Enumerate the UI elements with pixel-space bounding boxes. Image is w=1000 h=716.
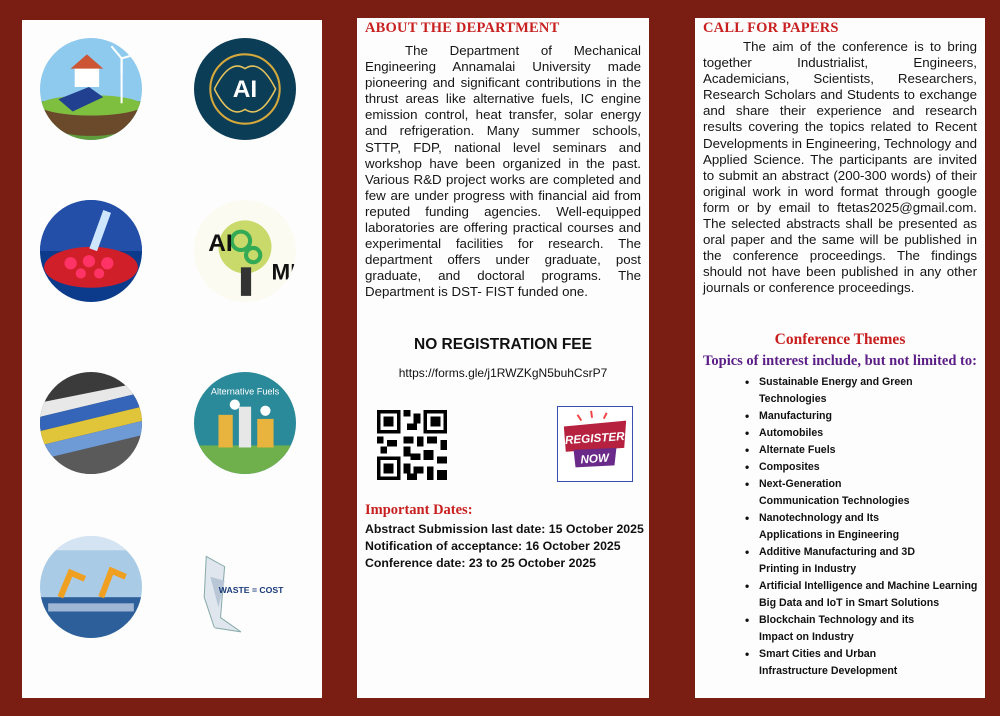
qr-code-icon[interactable]	[377, 410, 447, 480]
waste-cost-image	[194, 536, 296, 638]
ai-letters: AI	[232, 76, 258, 104]
list-item: • Next-Generation Communication Technologies	[747, 476, 979, 510]
call-for-papers-panel	[695, 18, 985, 698]
list-item: • Smart Cities and Urban Infrastructure Development	[747, 646, 979, 680]
list-item: • Manufacturing	[747, 408, 979, 425]
lab-flask-image	[40, 200, 142, 302]
list-item: • Artificial Intelligence and Machine Learning Big Data and IoT in Smart Solutions	[747, 578, 979, 612]
list-item: • Additive Manufacturing and 3D Printing in Industry	[747, 544, 979, 578]
important-dates-heading: Important Dates:	[365, 502, 473, 518]
topics-list	[747, 374, 979, 680]
date-notification: Notification of acceptance: 16 October 2025	[365, 539, 621, 553]
waste-cost-label: WASTE = COST	[218, 585, 284, 596]
about-heading: ABOUT THE DEPARTMENT	[365, 20, 560, 36]
list-item: • Composites	[747, 459, 979, 476]
registration-fee-text: NO REGISTRATION FEE	[414, 336, 592, 353]
themes-heading: Conference Themes	[774, 331, 906, 348]
ai-ml-image	[194, 200, 296, 302]
ai-ml-left-text: AI	[208, 230, 233, 257]
register-now-button[interactable]	[557, 406, 633, 482]
list-item: • Nanotechnology and Its Applications in Engineering	[747, 510, 979, 544]
ai-ml-right-text: MI	[271, 259, 296, 285]
image-panel	[22, 20, 322, 698]
date-conference: Conference date: 23 to 25 October 2025	[365, 556, 596, 570]
list-item: • Alternate Fuels	[747, 442, 979, 459]
date-abstract-submission: Abstract Submission last date: 15 October 2025	[365, 522, 644, 536]
register-line2: NOW	[580, 451, 610, 467]
alternative-fuels-image	[194, 372, 296, 474]
alternative-fuels-label: Alternative Fuels	[210, 386, 280, 397]
ai-brain-image	[194, 38, 296, 140]
about-body: The Department of Mechanical Engineering Annamalai University made pioneering and significant contributions in the thrust areas like alternative fuels, IC engine emission control, heat transfer, solar energy and refrigeration. Many summer schools, STTP, FDP, national level seminars and workshop have been organized in the past. Various R&D project works are completed and few are under progress with financial aid from reputed funding agencies. Well-equipped laboratories are offering practical courses and experimental facilities for research. The department offers under graduate, post graduate, and doctoral programs. The Department is DST- FIST funded one.	[365, 43, 641, 300]
about-panel	[357, 18, 649, 698]
list-item: • Sustainable Energy and Green Technologies	[747, 374, 979, 408]
register-line1: REGISTER	[564, 429, 625, 448]
form-link[interactable]: https://forms.gle/j1RWZKgN5buhCsrP7	[398, 366, 608, 380]
list-item: • Automobiles	[747, 425, 979, 442]
call-heading: CALL FOR PAPERS	[703, 20, 839, 36]
themes-subheading: Topics of interest include, but not limited to:	[703, 353, 977, 369]
robotic-manufacturing-image	[40, 536, 142, 638]
list-item: • Blockchain Technology and its Impact on Industry	[747, 612, 979, 646]
solar-wind-energy-image	[40, 38, 142, 140]
composite-layers-image	[40, 372, 142, 474]
call-body: The aim of the conference is to bring together Industrialist, Engineers, Academicians, Scientists, Researchers, Research Scholars and Students to exchange and share their experience and research results covering the topics related to Recent Developments in Engineering, Technology and Applied Science. The participants are invited to submit an abstract (200-300 words) of their original work in word format through google form or by email to ftetas2025@gmail.com. The selected abstracts shall be presented as oral paper and the same will be published in the conference proceedings. The findings should not have been published in any other journals or conference proceedings.	[703, 39, 978, 296]
